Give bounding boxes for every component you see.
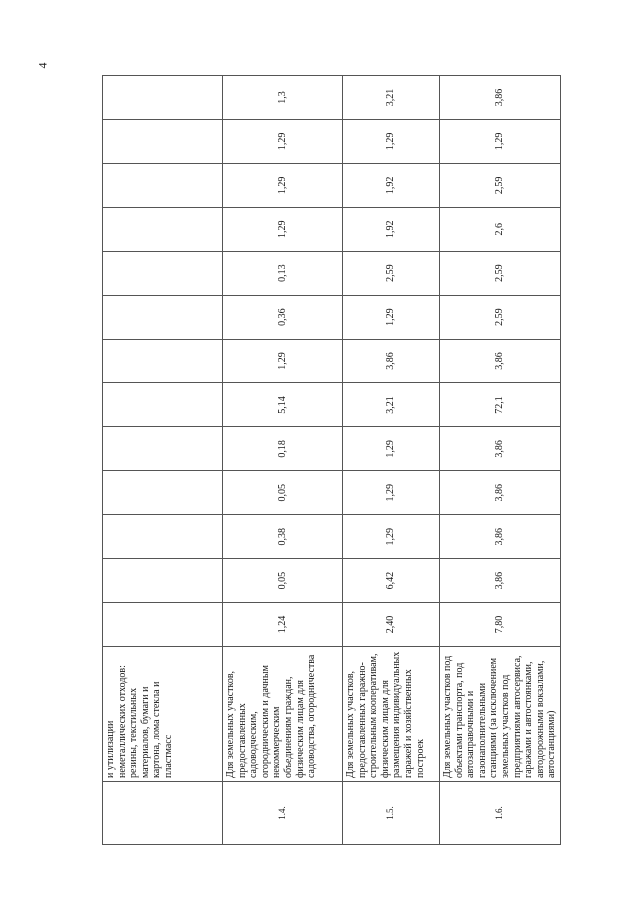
row-description: Для земельных участков, предоставленных гаражно-строительным кооперативам, физическим лицам для размещения индивидуальных гаражей и хозяйственных построек [343, 647, 440, 782]
value-cell [103, 76, 223, 120]
value-cell: 0,05 [223, 559, 343, 603]
value-cell: 3,86 [440, 471, 561, 515]
value-cell [103, 471, 223, 515]
value-cell: 72,1 [440, 383, 561, 427]
rotated-table-container [102, 75, 559, 845]
value-cell: 2,59 [440, 251, 561, 295]
page-number: 4 [35, 62, 50, 69]
value-cell: 7,80 [440, 603, 561, 647]
value-cell: 2,59 [343, 251, 440, 295]
value-cell: 1,29 [343, 427, 440, 471]
value-cell: 2,6 [440, 207, 561, 251]
value-cell: 1,29 [343, 515, 440, 559]
row-description: Для земельных участков под объектами транспорта, под автозаправочными и газонаполнительными станциями (за исключением земельных участков под предприятиями автосервиса, гаражами и автостоянками, автодорожными вокзалами, автостанциями) [440, 647, 561, 782]
table-row [103, 76, 223, 845]
value-cell: 1,29 [223, 119, 343, 163]
table-row [440, 76, 561, 845]
value-cell: 3,86 [343, 339, 440, 383]
value-cell: 3,21 [343, 383, 440, 427]
value-cell [103, 603, 223, 647]
table-row [343, 76, 440, 845]
value-cell [103, 559, 223, 603]
value-cell: 1,29 [343, 471, 440, 515]
value-cell: 3,86 [440, 515, 561, 559]
value-cell: 6,42 [343, 559, 440, 603]
value-cell: 1,92 [343, 207, 440, 251]
value-cell: 2,59 [440, 295, 561, 339]
row-description: и утилизации неметаллических отходов: резины, текстильных материалов, бумаги и картона, лома стекла и пластмасс [103, 647, 223, 782]
value-cell: 1,29 [343, 295, 440, 339]
value-cell: 1,24 [223, 603, 343, 647]
value-cell: 0,38 [223, 515, 343, 559]
value-cell: 3,86 [440, 427, 561, 471]
row-number: 1.6. [440, 782, 561, 845]
value-cell: 1,3 [223, 76, 343, 120]
value-cell: 3,86 [440, 339, 561, 383]
table-row [223, 76, 343, 845]
value-cell: 1,92 [343, 163, 440, 207]
value-cell: 3,21 [343, 76, 440, 120]
tariff-table [102, 75, 561, 845]
value-cell [103, 515, 223, 559]
rotated-page [102, 75, 559, 845]
value-cell: 1,29 [343, 119, 440, 163]
value-cell [103, 119, 223, 163]
value-cell: 2,59 [440, 163, 561, 207]
value-cell: 1,29 [223, 339, 343, 383]
value-cell [103, 163, 223, 207]
value-cell: 0,36 [223, 295, 343, 339]
value-cell: 2,40 [343, 603, 440, 647]
value-cell: 1,29 [440, 119, 561, 163]
row-number [103, 782, 223, 845]
value-cell: 1,29 [223, 207, 343, 251]
row-description: Для земельных участков, предоставленных садоводческим, огородническим и дачным некоммерческим объединениям граждан, физическим лицам для садоводства, огородничества [223, 647, 343, 782]
value-cell: 1,29 [223, 163, 343, 207]
value-cell: 0,18 [223, 427, 343, 471]
value-cell: 0,13 [223, 251, 343, 295]
value-cell [103, 251, 223, 295]
value-cell: 3,86 [440, 559, 561, 603]
row-number: 1.4. [223, 782, 343, 845]
value-cell [103, 207, 223, 251]
value-cell: 0,05 [223, 471, 343, 515]
row-number: 1.5. [343, 782, 440, 845]
value-cell [103, 339, 223, 383]
value-cell: 3,86 [440, 76, 561, 120]
value-cell [103, 427, 223, 471]
value-cell: 5,14 [223, 383, 343, 427]
value-cell [103, 295, 223, 339]
value-cell [103, 383, 223, 427]
